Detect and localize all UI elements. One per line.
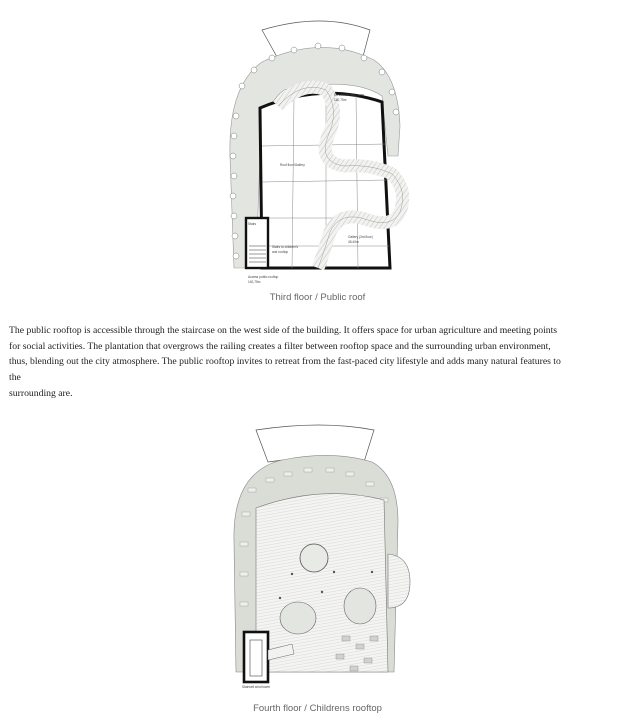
paragraph-line: the [9, 372, 21, 384]
label-stairs-children: Stairs to children's [272, 245, 298, 249]
paragraph-line: surrounding are. [9, 387, 73, 399]
wooden-deck [256, 494, 388, 672]
third-floor-caption: Third floor / Public roof [269, 292, 366, 303]
label-stairs: Stairs [248, 222, 257, 226]
label-gallery: Gallery (3rd floor) [348, 235, 373, 239]
label-elevated-room-area: 140,75m [334, 98, 347, 102]
paragraph-line: thus, blending out the city atmosphere. The public rooftop invites to retreat from the fast-paced city lifestyle and adds many natural features to [9, 356, 561, 368]
fourth-floor-plan [222, 422, 422, 690]
label-access-rooftop-area: 140,75m [248, 280, 261, 284]
side-balcony [388, 554, 410, 608]
tree-circle [300, 544, 328, 572]
label-elevated-room: Elevated/bench room [334, 93, 365, 97]
play-island [280, 602, 316, 634]
paragraph-line: The public rooftop is accessible through the staircase on the west side of the building. It offers space for urban agriculture and meeting points [9, 325, 558, 336]
paragraph-line: for social activities. The plantation that overgrows the railing creates a filter between rooftop space and the surrounding urban environment, [9, 340, 551, 352]
play-island [344, 588, 376, 624]
label-access-rooftop: Access public rooftop [248, 275, 279, 279]
label-gallery-area: 45,40m [348, 240, 359, 244]
label-stairwell: Stairwell wind tower [242, 685, 271, 689]
fourth-floor-caption: Fourth floor / Childrens rooftop [253, 703, 382, 714]
third-floor-plan [222, 6, 422, 288]
description-paragraph [9, 323, 619, 402]
label-roof-gallery: Roof floor/Gallery [280, 163, 305, 167]
label-stairs-rooftop: and rooftop [272, 250, 289, 254]
